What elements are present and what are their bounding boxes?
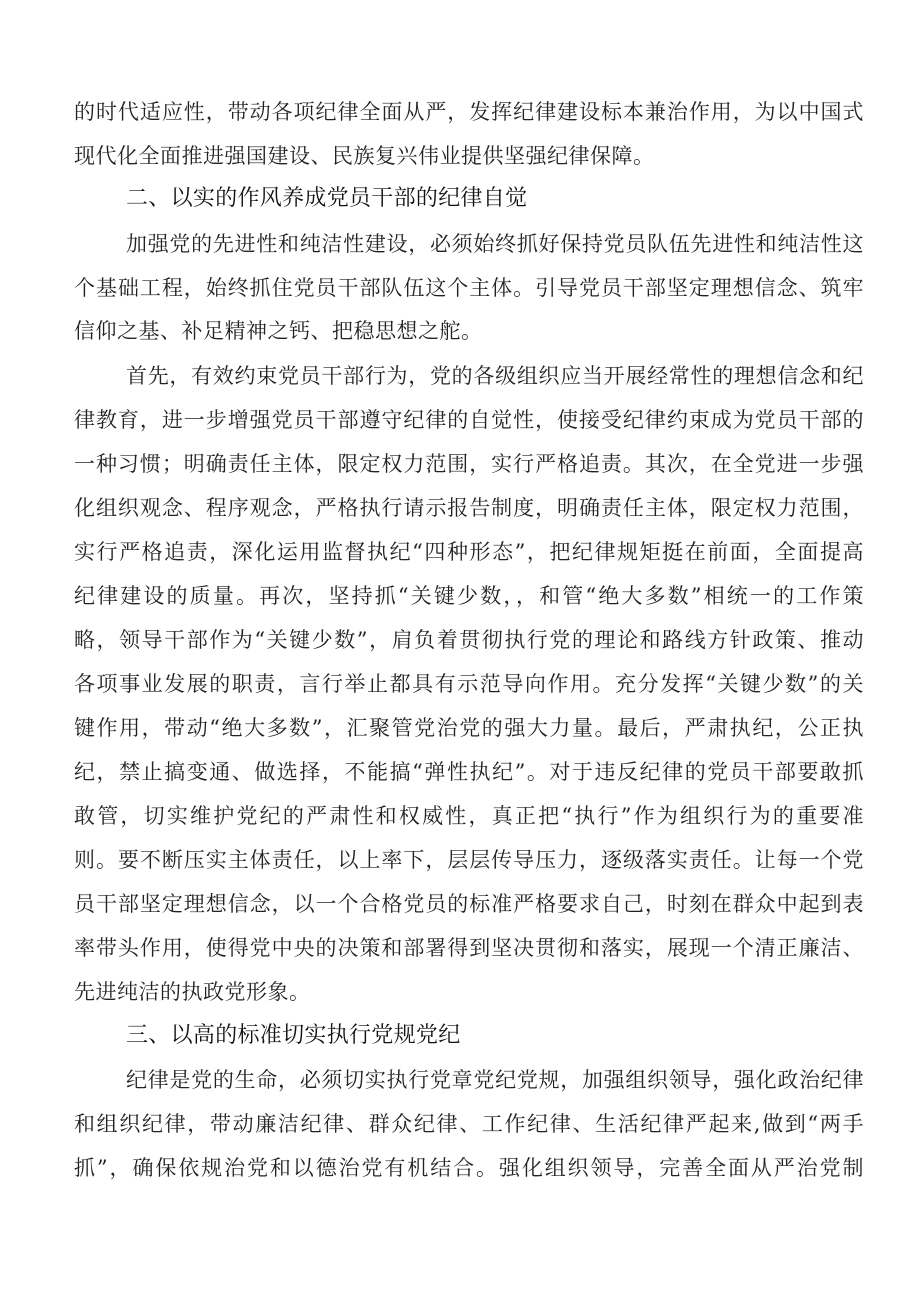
paragraph-line: 化组织观念、程序观念，严格执行请示报告制度，明确责任主体，限定权力范围，	[74, 496, 864, 520]
paragraph-line: 纪律建设的质量。再次，坚持抓“关键少数，，和管“绝大多数”相统一的工作策	[74, 584, 864, 608]
paragraph-line: 员干部坚定理想信念，以一个合格党员的标准严格要求自己，时刻在群众中起到表	[74, 892, 864, 916]
paragraph-line: 各项事业发展的职责，言行举止都具有示范导向作用。充分发挥“关键少数”的关	[74, 672, 864, 696]
section-heading: 二、以实的作风养成党员干部的纪律自觉	[126, 186, 528, 211]
paragraph-line: 敢管，切实维护党纪的严肃性和权威性，真正把“执行”作为组织行为的重要准	[74, 804, 864, 828]
paragraph-line: 纪，禁止搞变通、做选择，不能搞“弹性执纪”。对于违反纪律的党员干部要敢抓	[74, 760, 864, 784]
paragraph-line: 一种习惯；明确责任主体，限定权力范围，实行严格追责。其次，在全党进一步强	[74, 452, 864, 476]
paragraph-line: 纪律是党的生命，必须切实执行党章党纪党规，加强组织领导，强化政治纪律	[126, 1068, 864, 1092]
paragraph-line: 率带头作用，使得党中央的决策和部署得到坚决贯彻和落实，展现一个清正廉洁、	[74, 936, 864, 960]
paragraph-line: 实行严格追责，深化运用监督执纪“四种形态”，把纪律规矩挺在前面，全面提高	[74, 540, 864, 564]
paragraph-line: 键作用，带动“绝大多数”，汇聚管党治党的强大力量。最后，严肃执纪，公正执	[74, 716, 864, 740]
paragraph-line: 和组织纪律，带动廉洁纪律、群众纪律、工作纪律、生活纪律严起来,做到“两手	[74, 1112, 864, 1136]
paragraph-line: 略，领导干部作为“关键少数”，肩负着贯彻执行党的理论和路线方针政策、推动	[74, 628, 864, 652]
paragraph-line: 律教育，进一步增强党员干部遵守纪律的自觉性，使接受纪律约束成为党员干部的	[74, 408, 864, 432]
paragraph-line: 首先，有效约束党员干部行为，党的各级组织应当开展经常性的理想信念和纪	[126, 364, 864, 388]
paragraph-line: 先进纯洁的执政党形象。	[74, 980, 311, 1004]
paragraph-line: 个基础工程，始终抓住党员干部队伍这个主体。引导党员干部坚定理想信念、筑牢	[74, 276, 864, 300]
paragraph-line: 抓”，确保依规治党和以德治党有机结合。强化组织领导，完善全面从严治党制	[74, 1156, 864, 1180]
paragraph-line: 加强党的先进性和纯洁性建设，必须始终抓好保持党员队伍先进性和纯洁性这	[126, 232, 864, 256]
paragraph-line: 则。要不断压实主体责任，以上率下，层层传导压力，逐级落实责任。让每一个党	[74, 848, 864, 872]
section-heading: 三、以高的标准切实执行党规党纪	[126, 1023, 461, 1048]
paragraph-line: 信仰之基、补足精神之钙、把稳思想之舵。	[74, 319, 483, 343]
paragraph-line: 现代化全面推进强国建设、民族复兴伟业提供坚强纪律保障。	[74, 144, 655, 168]
paragraph-line: 的时代适应性，带动各项纪律全面从严，发挥纪律建设标本兼治作用，为以中国式	[74, 100, 864, 124]
